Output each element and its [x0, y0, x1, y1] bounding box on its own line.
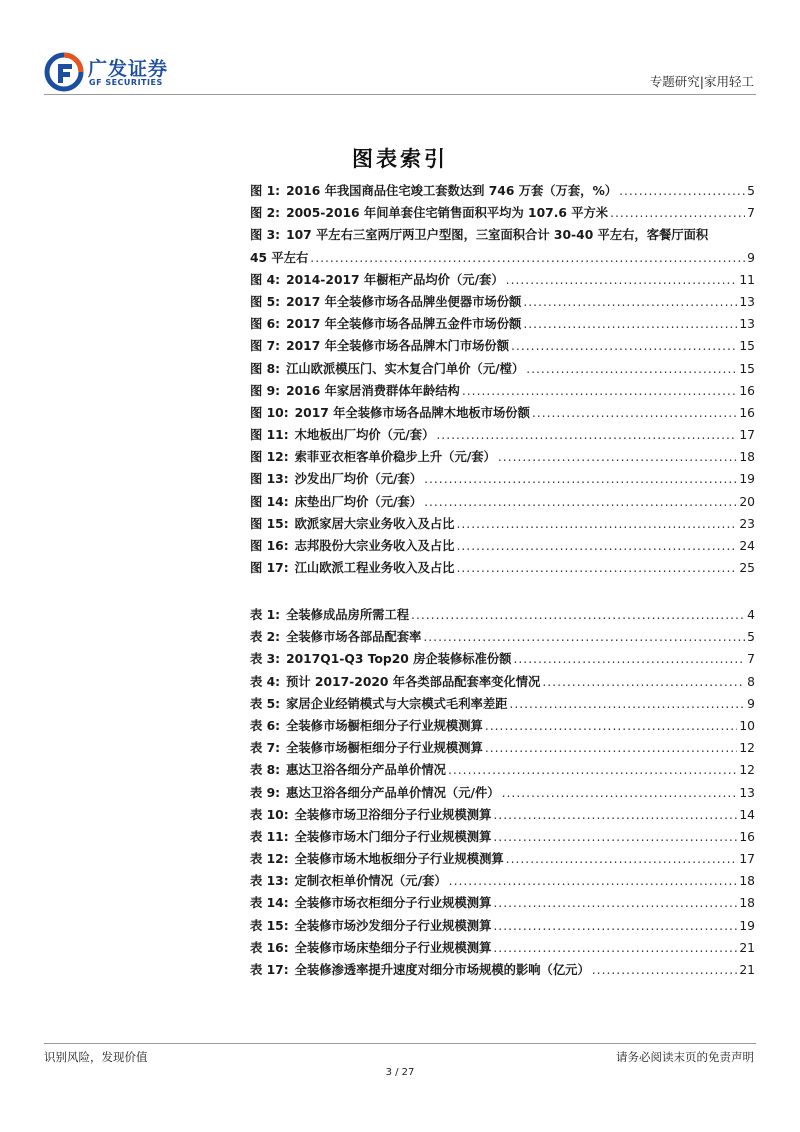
entry-page-number: 18: [739, 450, 755, 465]
dot-leader: [456, 513, 737, 535]
dot-leader: [423, 626, 745, 648]
entry-caption: 2016 年家居消费群体年龄结构: [286, 383, 460, 398]
table-entry[interactable]: [250, 826, 755, 848]
entry-caption: 全装修成品房所需工程: [286, 608, 410, 622]
entry-caption: 全装修市场木门细分子行业规模测算: [294, 829, 492, 844]
entry-number: 表 9:: [250, 785, 281, 800]
entry-page-number: 21: [739, 963, 755, 977]
table-entry[interactable]: [250, 671, 755, 693]
dot-leader: [462, 380, 738, 402]
page-number: 3 / 27: [385, 1067, 415, 1078]
dot-leader: [424, 468, 737, 490]
entry-number: 图 10:: [250, 405, 289, 420]
entry-number: 图 14:: [250, 494, 289, 509]
entry-page-number: 16: [739, 383, 755, 398]
entry-number: 表 12:: [250, 852, 289, 867]
entry-page-number: 12: [739, 763, 755, 778]
dot-leader: [493, 892, 737, 914]
entry-caption: 定制衣柜单价情况（元/套）: [294, 874, 447, 889]
figure-entry[interactable]: [250, 424, 755, 446]
entry-caption: 2017 年全装修市场各品牌五金件市场份额: [286, 317, 522, 332]
entry-number: 表 5:: [250, 696, 281, 711]
entry-number: 图 4:: [250, 272, 281, 287]
entry-number: 图 15:: [250, 516, 289, 531]
figure-entry[interactable]: [250, 358, 755, 380]
entry-page-number: 13: [739, 785, 755, 800]
dot-leader: [513, 648, 745, 670]
entry-number: 图 3:: [250, 228, 281, 243]
entry-caption: 志邦股份大宗业务收入及占比: [294, 539, 455, 553]
dot-leader: [509, 693, 745, 715]
dot-leader: [502, 782, 738, 804]
entry-number: 图 8:: [250, 361, 281, 376]
dot-leader: [493, 804, 737, 826]
brand-name-cn: 广发证券: [88, 58, 169, 80]
dot-leader: [310, 247, 745, 269]
entry-page-number: 19: [739, 918, 755, 933]
dot-leader: [592, 959, 738, 981]
entry-caption: 全装修市场床垫细分子行业规模测算: [294, 940, 492, 955]
entry-page-number: 16: [739, 829, 755, 844]
entry-caption: 江山欧派模压门、实木复合门单价（元/樘）: [286, 361, 525, 376]
dot-leader: [523, 291, 737, 313]
entry-caption: 全装修市场橱柜细分子行业规模测算: [286, 718, 483, 733]
entry-number: 表 4:: [250, 674, 281, 689]
entry-page-number: 15: [739, 361, 755, 376]
entry-page-number: 17: [739, 852, 755, 867]
entry-caption: 107 平左右三室两厅两卫户型图，三室面积合计 30-40 平左右，客餐厅面积: [286, 228, 709, 243]
table-entry[interactable]: [250, 782, 755, 804]
entry-caption: 沙发出厂均价（元/套）: [294, 472, 423, 487]
entry-page-number: 24: [739, 539, 755, 553]
table-entry[interactable]: [250, 693, 755, 715]
table-entry[interactable]: [250, 759, 755, 781]
figure-entry[interactable]: [250, 402, 755, 424]
figure-entry[interactable]: [250, 269, 755, 291]
figure-entry[interactable]: [250, 535, 755, 557]
entry-number: 图 5:: [250, 294, 281, 309]
entry-page-number: 13: [739, 317, 755, 332]
entry-caption: 江山欧派工程业务收入及占比: [294, 561, 455, 576]
entry-caption: 全装修渗透率提升速度对细分市场规模的影响（亿元）: [294, 963, 590, 977]
entry-page-number: 15: [739, 339, 755, 354]
entry-caption: 2017Q1-Q3 Top20 房企装修标准份额: [286, 652, 512, 667]
section-label: 专题研究|家用轻工: [649, 74, 754, 89]
table-entry[interactable]: [250, 892, 755, 914]
brand-name-en: GF SECURITIES: [89, 78, 163, 87]
dot-leader: [493, 826, 737, 848]
entry-page-number: 4: [747, 608, 755, 622]
dot-leader: [424, 491, 737, 513]
entry-number: 表 15:: [250, 918, 289, 933]
dot-leader: [511, 335, 737, 357]
entry-caption: 全装修市场木地板细分子行业规模测算: [294, 852, 504, 867]
entry-caption: 全装修市场沙发细分子行业规模测算: [294, 918, 492, 933]
dot-leader: [493, 915, 737, 937]
entry-number: 表 1:: [250, 608, 281, 622]
entry-caption: 欧派家居大宗业务收入及占比: [294, 516, 455, 531]
entry-page-number: 20: [739, 494, 755, 509]
entry-page-number: 13: [739, 294, 755, 309]
entry-number: 图 6:: [250, 317, 281, 332]
entry-page-number: 25: [739, 561, 755, 576]
entry-caption: 2005-2016 年间单套住宅销售面积平均为 107.6 平方米: [286, 206, 609, 221]
dot-leader: [448, 759, 737, 781]
table-entry[interactable]: [250, 715, 755, 737]
table-entry[interactable]: [250, 870, 755, 892]
entry-number: 图 2:: [250, 206, 281, 221]
entry-number: 图 7:: [250, 339, 281, 354]
entry-page-number: 18: [739, 896, 755, 911]
table-entry[interactable]: [250, 626, 755, 648]
entry-page-number: 16: [739, 405, 755, 420]
entry-number: 图 16:: [250, 539, 289, 553]
table-entry[interactable]: [250, 959, 755, 981]
dot-leader: [542, 671, 745, 693]
dot-leader: [456, 557, 737, 579]
entry-number: 表 6:: [250, 718, 281, 733]
table-index-list: [250, 604, 755, 981]
entry-page-number: 18: [739, 874, 755, 889]
entry-number: 表 8:: [250, 763, 281, 778]
entry-page-number: 17: [739, 428, 755, 443]
brand-logo: [44, 52, 194, 94]
entry-page-number: 8: [747, 674, 755, 689]
entry-page-number: 5: [747, 630, 755, 645]
dot-leader: [436, 424, 737, 446]
dot-leader: [506, 269, 738, 291]
entry-page-number: 23: [739, 516, 755, 531]
dot-leader: [619, 180, 745, 202]
entry-caption: 全装修市场衣柜细分子行业规模测算: [294, 896, 492, 911]
entry-caption: 全装修市场橱柜细分子行业规模测算: [286, 741, 483, 756]
table-entry[interactable]: [250, 937, 755, 959]
page-header: [0, 0, 800, 100]
entry-page-number: 5: [747, 184, 755, 198]
table-entry[interactable]: [250, 604, 755, 626]
figure-entry[interactable]: [250, 313, 755, 335]
entry-caption: 2017 年全装修市场各品牌木门市场份额: [286, 339, 510, 354]
dot-leader: [449, 870, 738, 892]
dot-leader: [498, 446, 737, 468]
footer-divider: [44, 1043, 756, 1044]
entry-caption: 全装修市场卫浴细分子行业规模测算: [294, 807, 492, 822]
entry-second-line: [250, 247, 755, 269]
entry-number: 图 1:: [250, 184, 281, 198]
table-entry[interactable]: [250, 804, 755, 826]
entry-page-number: 10: [739, 718, 755, 733]
dot-leader: [526, 358, 737, 380]
entry-caption: 预计 2017-2020 年各类部品配套率变化情况: [286, 674, 541, 689]
entry-page-number: 19: [739, 472, 755, 487]
entry-number: 表 13:: [250, 874, 289, 889]
header-divider: [44, 94, 756, 95]
figure-entry[interactable]: [250, 202, 755, 224]
figure-entry[interactable]: [250, 491, 755, 513]
entry-page-number: 9: [747, 250, 755, 265]
entry-page-number: 12: [739, 741, 755, 756]
entry-page-number: 14: [739, 807, 755, 822]
figure-entry[interactable]: [250, 224, 755, 268]
dot-leader: [610, 202, 745, 224]
entry-caption: 2017 年全装修市场各品牌木地板市场份额: [294, 405, 530, 420]
entry-caption: 惠达卫浴各细分产品单价情况（元/件）: [286, 785, 500, 800]
figure-entry[interactable]: [250, 557, 755, 579]
footer-slogan: 识别风险，发现价值: [44, 1050, 148, 1064]
footer-disclaimer-note: 请务必阅读末页的免责声明: [616, 1050, 754, 1064]
dot-leader: [411, 604, 745, 626]
entry-page-number: 11: [739, 272, 755, 287]
entry-number: 图 9:: [250, 383, 281, 398]
entry-caption: 2017 年全装修市场各品牌坐便器市场份额: [286, 294, 522, 309]
entry-first-line: [250, 224, 755, 246]
dot-leader: [485, 737, 738, 759]
dot-leader: [506, 848, 738, 870]
dot-leader: [532, 402, 737, 424]
entry-number: 表 14:: [250, 896, 289, 911]
entry-page-number: 7: [747, 652, 755, 667]
entry-number: 表 3:: [250, 652, 281, 667]
entry-caption: 2016 年我国商品住宅竣工套数达到 746 万套（万套，%）: [286, 184, 618, 198]
table-entry[interactable]: [250, 915, 755, 937]
entry-caption: 索菲亚衣柜客单价稳步上升（元/套）: [294, 450, 496, 465]
entry-caption: 全装修市场各部品配套率: [286, 630, 422, 645]
dot-leader: [523, 313, 737, 335]
entry-caption: 惠达卫浴各细分产品单价情况: [286, 763, 446, 778]
entry-number: 图 17:: [250, 561, 289, 576]
entry-caption: 家居企业经销模式与大宗模式毛利率差距: [286, 696, 508, 711]
table-entry[interactable]: [250, 648, 755, 670]
dot-leader: [456, 535, 737, 557]
figure-entry[interactable]: [250, 513, 755, 535]
entry-caption: 床垫出厂均价（元/套）: [294, 494, 423, 509]
entry-caption: 2014-2017 年橱柜产品均价（元/套）: [286, 272, 504, 287]
figure-index-list: [250, 180, 755, 579]
entry-number: 表 7:: [250, 741, 281, 756]
page-title: 图表索引: [352, 146, 448, 171]
table-entry[interactable]: [250, 848, 755, 870]
figure-entry[interactable]: [250, 468, 755, 490]
entry-number: 表 11:: [250, 829, 289, 844]
dot-leader: [493, 937, 737, 959]
entry-number: 图 12:: [250, 450, 289, 465]
entry-number: 表 10:: [250, 807, 289, 822]
figure-entry[interactable]: [250, 291, 755, 313]
entry-number: 图 13:: [250, 472, 289, 487]
entry-number: 表 16:: [250, 940, 289, 955]
figure-entry[interactable]: [250, 380, 755, 402]
entry-caption-continued: 45 平左右: [250, 250, 309, 265]
figure-entry[interactable]: [250, 446, 755, 468]
entry-caption: 木地板出厂均价（元/套）: [294, 428, 435, 443]
gf-logo-icon: [44, 52, 84, 92]
entry-page-number: 7: [747, 206, 755, 221]
figure-entry[interactable]: [250, 335, 755, 357]
entry-page-number: 21: [739, 940, 755, 955]
entry-number: 图 11:: [250, 428, 289, 443]
entry-number: 表 17:: [250, 963, 289, 977]
figure-entry[interactable]: [250, 180, 755, 202]
table-entry[interactable]: [250, 737, 755, 759]
entry-number: 表 2:: [250, 630, 281, 645]
entry-page-number: 9: [747, 696, 755, 711]
dot-leader: [485, 715, 738, 737]
